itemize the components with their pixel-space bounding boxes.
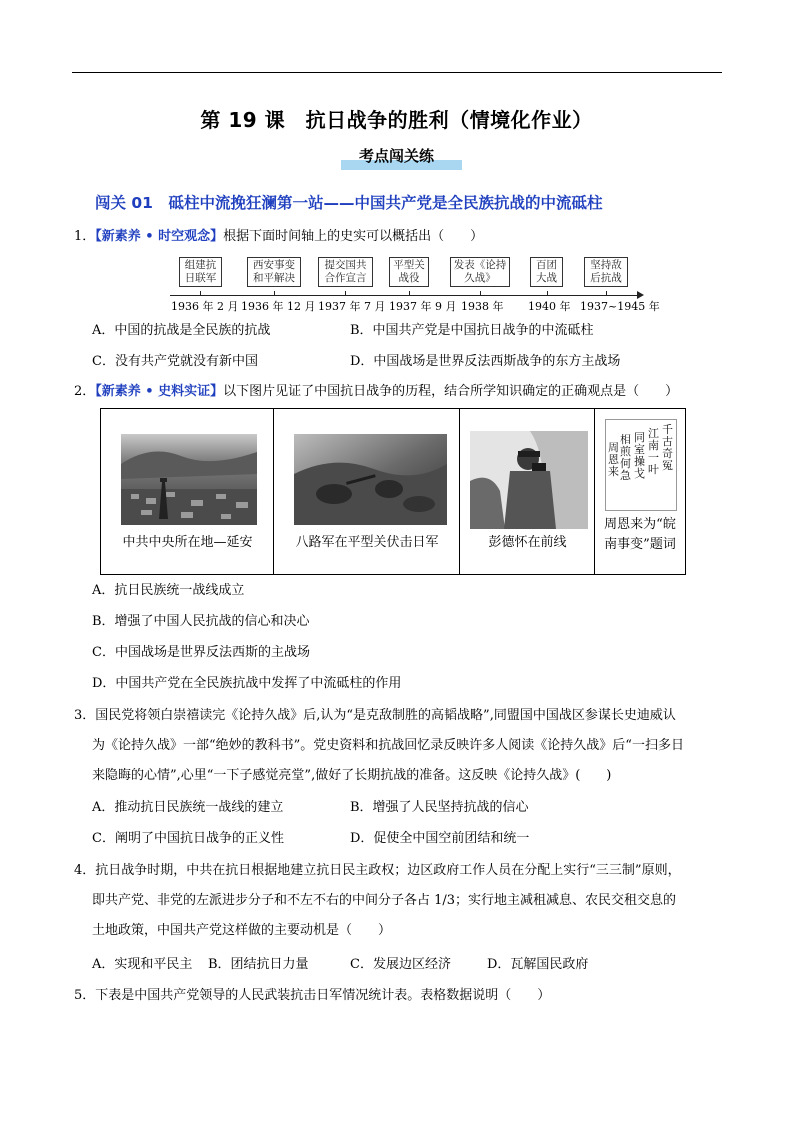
- question-number: 2．: [74, 384, 96, 399]
- question-2-stem: [74, 383, 678, 401]
- timeline-tick: [409, 291, 410, 296]
- picture-cell: [595, 409, 685, 574]
- picture-table: [100, 408, 686, 575]
- option-d[interactable]: D．中国战场是世界反法西斯战争的东方主战场: [350, 354, 621, 369]
- timeline-tick: [606, 291, 607, 296]
- question-1-stem: [74, 228, 483, 246]
- timeline-tick: [274, 291, 275, 296]
- calligraphy-column: 千 古 奇 冤: [662, 423, 673, 472]
- question-text: 以下图片见证了中国抗日战争的历程，结合所学知识确定的正确观点是（ ）: [223, 384, 679, 399]
- pingxingguan-photo: [294, 434, 447, 525]
- option-d[interactable]: D．促使全中国空前团结和统一: [350, 831, 530, 846]
- caption-line: 周恩来为“皖: [604, 517, 676, 532]
- event-line: 提交国共: [324, 259, 367, 271]
- timeline-tick: [200, 291, 201, 296]
- calligraphy-column: 同 室 操 戈: [634, 431, 645, 480]
- event-line: 合作宣言: [324, 272, 367, 284]
- calligraphy-column: 相 煎 何 急: [620, 433, 631, 482]
- event-line: 坚持敌: [590, 259, 622, 271]
- caption-yanan: 中共中央所在地—延安: [122, 535, 253, 550]
- badge-wrap: [0, 145, 793, 166]
- event-line: 发表《论持: [453, 259, 507, 271]
- question-line: 4．抗日战争时期，中共在抗日根据地建立抗日民主政权；边区政府工作人员在分配上实行“三三制”原则，: [74, 863, 681, 878]
- caption-peng-dehuai: 彭德怀在前线: [488, 535, 567, 550]
- timeline-date: 1937~1945 年: [580, 300, 660, 313]
- option-a[interactable]: A．中国的抗战是全民族的抗战: [92, 323, 271, 338]
- event-line: 战役: [398, 272, 420, 284]
- question-line: 3．国民党将领白崇禧读完《论持久战》后,认为“是克敌制胜的高韬战略”,同盟国中国战区参谋长史迪威认: [74, 708, 676, 723]
- timeline-date: 1936 年 12 月: [241, 300, 316, 313]
- option-c[interactable]: C．发展边区经济: [350, 957, 451, 972]
- header-rule: [72, 72, 722, 73]
- yanan-photo: [121, 434, 257, 525]
- timeline-event: [450, 257, 510, 287]
- timeline-event: [530, 257, 563, 287]
- option-c[interactable]: C．没有共产党就没有新中国: [92, 354, 258, 369]
- timeline-event: [247, 257, 301, 287]
- picture-cell: [101, 409, 274, 574]
- question-number: 1．: [74, 229, 96, 244]
- peng-dehuai-photo: [470, 431, 588, 529]
- question-tag: 【新素养 • 时空观念】: [95, 229, 224, 244]
- option-c[interactable]: C．阐明了中国抗日战争的正义性: [92, 831, 284, 846]
- caption-pingxingguan: 八路军在平型关伏击日军: [295, 535, 439, 550]
- question-line: 即共产党、非党的左派进步分子和不左不右的中间分子各占 1/3；实行地主减租减息、农民交租交息的: [92, 893, 677, 908]
- option-c[interactable]: C．中国战场是世界反法西斯的主战场: [92, 645, 310, 660]
- calligraphy-column: 江 南 一 叶: [648, 427, 659, 476]
- question-text: 根据下面时间轴上的史实可以概括出（ ）: [223, 229, 484, 244]
- event-line: 日联军: [184, 272, 217, 284]
- event-line: 平型关: [393, 259, 425, 271]
- question-3-stem: [74, 701, 724, 791]
- event-line: 组建抗: [184, 259, 217, 271]
- question-line: 来隐晦的心情”,心里“一下子感觉亮堂”,做好了长期抗战的准备。这反映《论持久战》( ): [92, 768, 612, 783]
- event-line: 后抗战: [590, 272, 622, 284]
- timeline-tick: [345, 291, 346, 296]
- question-tag: 【新素养 • 史料实证】: [95, 384, 224, 399]
- option-a[interactable]: A．实现和平民主: [92, 957, 193, 972]
- option-a[interactable]: A．推动抗日民族统一战线的建立: [92, 800, 284, 815]
- option-d[interactable]: D．瓦解国民政府: [487, 957, 589, 972]
- option-a[interactable]: A．抗日民族统一战线成立: [92, 583, 245, 598]
- calligraphy-image: [605, 419, 677, 511]
- event-line: 久战》: [464, 272, 496, 284]
- timeline-date: 1940 年: [528, 300, 571, 313]
- timeline-date: 1937 年 7 月: [318, 300, 386, 313]
- picture-cell: [460, 409, 595, 574]
- section-badge: 考点闯关练: [349, 145, 444, 166]
- option-b[interactable]: B．增强了中国人民抗战的信心和决心: [92, 614, 310, 629]
- calligraphy-column: 周 恩 来: [608, 441, 619, 478]
- timeline-date: 1936 年 2 月: [171, 300, 239, 313]
- question-5-stem: 5．下表是中国共产党领导的人民武装抗击日军情况统计表。表格数据说明（ ）: [74, 988, 551, 1003]
- caption-line: 南事变”题词: [604, 537, 676, 552]
- timeline-tick: [480, 291, 481, 296]
- timeline-axis: [170, 295, 640, 296]
- event-line: 西安事变: [253, 259, 295, 271]
- question-line: 土地政策，中国共产党这样做的主要动机是（ ）: [92, 923, 392, 938]
- question-4-stem: [74, 856, 724, 946]
- option-b[interactable]: B．中国共产党是中国抗日战争的中流砥柱: [350, 323, 594, 338]
- option-d[interactable]: D．中国共产党在全民族抗战中发挥了中流砥柱的作用: [92, 676, 402, 691]
- page-title: 第 19 课 抗日战争的胜利（情境化作业）: [200, 108, 593, 132]
- event-line: 大战: [536, 272, 557, 284]
- timeline-event: [389, 257, 429, 287]
- timeline-date: 1937 年 9 月: [389, 300, 457, 313]
- event-line: 百团: [536, 259, 557, 271]
- event-line: 和平解决: [253, 272, 295, 284]
- section-heading: 闯关 01 砥柱中流挽狂澜第一站——中国共产党是全民族抗战的中流砥柱: [95, 194, 603, 212]
- timeline-event: [318, 257, 373, 287]
- timeline-date: 1938 年: [461, 300, 504, 313]
- picture-cell: [274, 409, 460, 574]
- timeline-event: [584, 257, 628, 287]
- timeline-event: [179, 257, 222, 287]
- caption-zhou-enlai: [595, 515, 685, 555]
- option-b[interactable]: B．增强了人民坚持抗战的信心: [350, 800, 529, 815]
- option-b[interactable]: B．团结抗日力量: [208, 957, 309, 972]
- timeline-tick: [547, 291, 548, 296]
- question-line: 为《论持久战》一部“绝妙的教科书”。党史资料和抗战回忆录反映许多人阅读《论持久战》后“一扫多日: [92, 738, 684, 753]
